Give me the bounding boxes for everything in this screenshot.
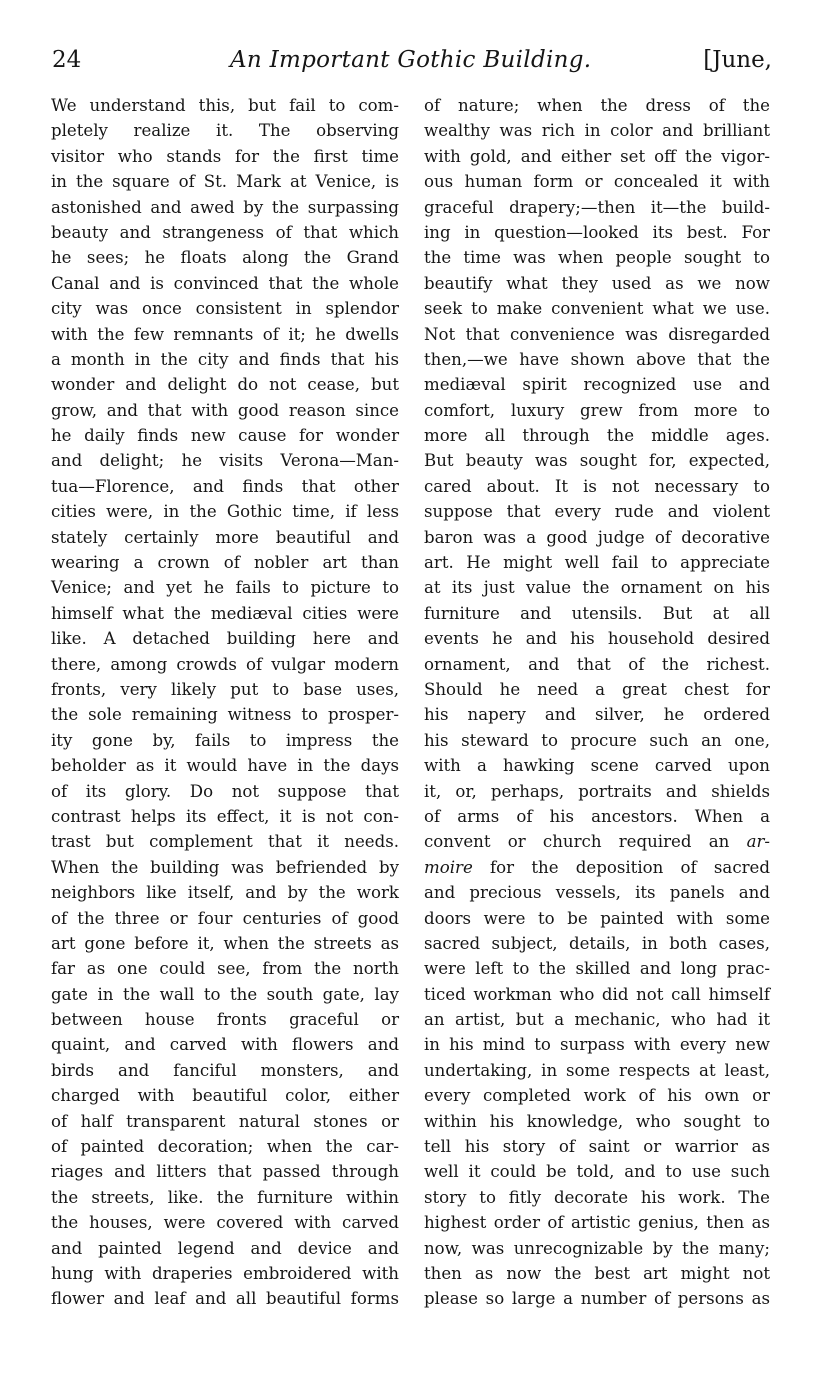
text-line: fronts, very likely put to base uses, <box>51 679 399 699</box>
text-line: Not that convenience was disregarded <box>424 324 770 344</box>
text-line: wonder and delight do not cease, but <box>51 375 399 395</box>
text-line: doors were to be painted with some <box>424 908 770 928</box>
text-line: riages and litters that passed through <box>51 1162 399 1182</box>
text-line: the time was when people sought to <box>424 248 770 268</box>
text-line: When the building was befriended by <box>51 857 399 877</box>
text-line: birds and fanciful monsters, and <box>51 1060 399 1080</box>
text-line: city was once consistent in splendor <box>51 299 399 319</box>
text-line: Venice; and yet he fails to picture to <box>51 578 399 598</box>
text-line: astonished and awed by the surpassing <box>51 197 399 217</box>
text-line: tell his story of saint or warrior as <box>424 1137 770 1157</box>
text-line: well it could be told, and to use such <box>424 1162 770 1182</box>
text-line: comfort, luxury grew from more to <box>424 400 770 420</box>
text-line: cities were, in the Gothic time, if less <box>51 502 399 522</box>
text-line: then as now the best art might not <box>424 1263 770 1283</box>
text-line: far as one could see, from the north <box>51 959 399 979</box>
text-line: please so large a number of persons as <box>424 1289 770 1309</box>
text-line: in the square of St. Mark at Venice, is <box>51 172 399 192</box>
text-line: We understand this, but fail to com- <box>51 96 399 115</box>
text-line: stately certainly more beautiful and <box>51 527 399 547</box>
text-line: of the three or four centuries of good <box>51 908 399 928</box>
text-line: graceful drapery;—then it—the build- <box>424 197 770 217</box>
text-line: of nature; when the dress of the <box>424 96 770 115</box>
text-line: in his mind to surpass with every new <box>424 1035 770 1055</box>
text-line: with gold, and either set off the vigor- <box>424 146 770 166</box>
text-line: the streets, like. the furniture within <box>51 1187 399 1207</box>
text-line: cared about. It is not necessary to <box>424 476 770 496</box>
text-line: ity gone by, fails to impress the <box>51 730 399 750</box>
text-line: art. He might well fail to appreciate <box>424 553 770 573</box>
text-line: mediæval spirit recognized use and <box>424 375 770 395</box>
text-line: moire for the deposition of sacred <box>424 857 770 877</box>
text-line: then,—we have shown above that the <box>424 349 770 369</box>
italic-word: moire <box>424 857 473 877</box>
italic-word: ar- <box>746 832 770 852</box>
text-line: a month in the city and finds that his <box>51 349 399 369</box>
left-text-column <box>51 93 399 1312</box>
text-line: between house fronts graceful or <box>51 1010 399 1030</box>
text-line: were left to the skilled and long prac- <box>424 959 770 979</box>
issue-month: [June, <box>703 47 772 73</box>
text-line: trast but complement that it needs. <box>51 832 399 852</box>
text-line: beholder as it would have in the days <box>51 756 399 776</box>
text-line: of its glory. Do not suppose that <box>51 781 399 801</box>
text-line: contrast helps its effect, it is not con- <box>51 806 399 826</box>
text-line: of arms of his ancestors. When a <box>424 806 770 826</box>
text-line: like. A detached building here and <box>51 629 399 649</box>
text-line: grow, and that with good reason since <box>51 400 399 420</box>
text-line: neighbors like itself, and by the work <box>51 883 399 903</box>
text-line: with a hawking scene carved upon <box>424 756 770 776</box>
text-line: ous human form or concealed it with <box>424 172 770 192</box>
text-line: seek to make convenient what we use. <box>424 299 770 319</box>
text-line: with the few remnants of it; he dwells <box>51 324 399 344</box>
text-line: it, or, perhaps, portraits and shields <box>424 781 770 801</box>
text-line: flower and leaf and all beautiful forms <box>51 1289 399 1309</box>
text-line: baron was a good judge of decorative <box>424 527 770 547</box>
text-line: highest order of artistic genius, then as <box>424 1213 770 1233</box>
text-line: the sole remaining witness to prosper- <box>51 705 399 725</box>
text-line: he sees; he floats along the Grand <box>51 248 399 268</box>
text-line: ing in question—looked its best. For <box>424 222 770 242</box>
text-line: events he and his household desired <box>424 629 770 649</box>
text-line: himself what the mediæval cities were <box>51 603 399 623</box>
text-line: visitor who stands for the first time <box>51 146 399 166</box>
running-header <box>52 44 772 84</box>
text-line: pletely realize it. The observing <box>51 121 399 141</box>
page-number: 24 <box>52 47 82 73</box>
running-title: An Important Gothic Building. <box>230 47 592 73</box>
text-line: and delight; he visits Verona—Man- <box>51 451 399 471</box>
text-line: he daily finds new cause for wonder <box>51 426 399 446</box>
text-line: every completed work of his own or <box>424 1086 770 1106</box>
text-line: convent or church required an ar- <box>424 832 770 852</box>
text-line: an artist, but a mechanic, who had it <box>424 1010 770 1030</box>
text-line: hung with draperies embroidered with <box>51 1263 399 1283</box>
text-line: tua—Florence, and finds that other <box>51 476 399 496</box>
text-line: now, was unrecognizable by the many; <box>424 1238 770 1258</box>
text-line: the houses, were covered with carved <box>51 1213 399 1233</box>
text-line: ticed workman who did not call himself <box>424 984 770 1004</box>
text-line: undertaking, in some respects at least, <box>424 1060 770 1080</box>
text-line: more all through the middle ages. <box>424 426 770 446</box>
text-line: wealthy was rich in color and brilliant <box>424 121 770 141</box>
right-text-column <box>424 93 770 1312</box>
text-line: his napery and silver, he ordered <box>424 705 770 725</box>
text-line: gate in the wall to the south gate, lay <box>51 984 399 1004</box>
text-line: his steward to procure such an one, <box>424 730 770 750</box>
text-line: of painted decoration; when the car- <box>51 1137 399 1157</box>
text-line: art gone before it, when the streets as <box>51 933 399 953</box>
text-line: and painted legend and device and <box>51 1238 399 1258</box>
text-line: charged with beautiful color, either <box>51 1086 399 1106</box>
text-line: wearing a crown of nobler art than <box>51 553 399 573</box>
text-line: of half transparent natural stones or <box>51 1111 399 1131</box>
text-line: within his knowledge, who sought to <box>424 1111 770 1131</box>
text-line: and precious vessels, its panels and <box>424 883 770 903</box>
text-line: But beauty was sought for, expected, <box>424 451 770 471</box>
text-line: suppose that every rude and violent <box>424 502 770 522</box>
text-line: beautify what they used as we now <box>424 273 770 293</box>
text-line: there, among crowds of vulgar modern <box>51 654 399 674</box>
text-line: story to fitly decorate his work. The <box>424 1187 770 1207</box>
text-line: beauty and strangeness of that which <box>51 222 399 242</box>
text-line: furniture and utensils. But at all <box>424 603 770 623</box>
text-line: quaint, and carved with flowers and <box>51 1035 399 1055</box>
text-line: ornament, and that of the richest. <box>424 654 770 674</box>
text-line: at its just value the ornament on his <box>424 578 770 598</box>
text-line: sacred subject, details, in both cases, <box>424 933 770 953</box>
text-line: Should he need a great chest for <box>424 679 770 699</box>
text-line: Canal and is convinced that the whole <box>51 273 399 293</box>
